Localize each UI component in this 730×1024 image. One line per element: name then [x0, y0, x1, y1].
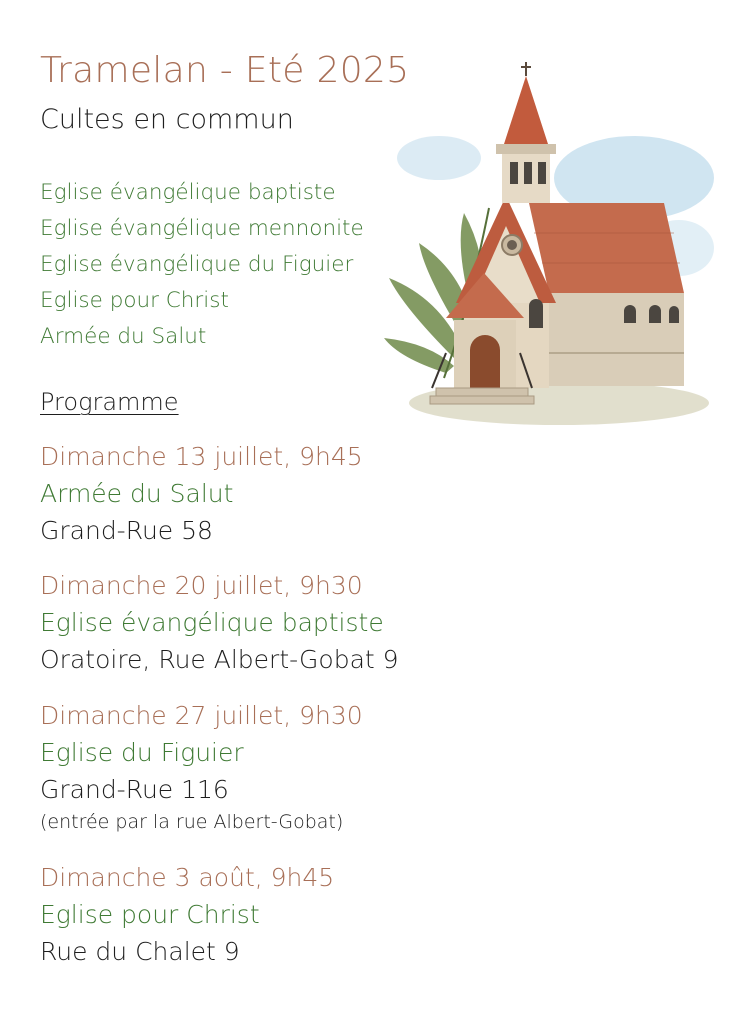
church-watercolor-icon	[384, 58, 714, 430]
event-address: Grand-Rue 58	[40, 516, 213, 545]
page-title: Tramelan - Eté 2025	[40, 50, 410, 91]
church-list-item: Eglise évangélique mennonite	[40, 216, 364, 241]
church-list-item: Armée du Salut	[40, 324, 207, 349]
event-address: Oratoire, Rue Albert-Gobat 9	[40, 645, 399, 674]
church-list	[40, 175, 364, 355]
event-organizer: Armée du Salut	[40, 479, 234, 508]
event-block	[40, 438, 363, 549]
event-address: Rue du Chalet 9	[40, 937, 240, 966]
event-block	[40, 697, 363, 836]
event-note: (entrée par la rue Albert-Gobat)	[40, 811, 344, 833]
event-address: Grand-Rue 116	[40, 775, 229, 804]
event-date: Dimanche 3 août, 9h45	[40, 863, 335, 892]
event-organizer: Eglise évangélique baptiste	[40, 608, 384, 637]
event-block	[40, 859, 334, 970]
programme-heading: Programme	[40, 388, 179, 416]
event-date: Dimanche 20 juillet, 9h30	[40, 571, 363, 600]
event-block	[40, 567, 399, 678]
church-list-item: Eglise pour Christ	[40, 288, 229, 313]
event-organizer: Eglise du Figuier	[40, 738, 244, 767]
event-organizer: Eglise pour Christ	[40, 900, 260, 929]
church-list-item: Eglise évangélique du Figuier	[40, 252, 354, 277]
church-list-item: Eglise évangélique baptiste	[40, 180, 336, 205]
page-subtitle: Cultes en commun	[40, 104, 294, 135]
event-date: Dimanche 27 juillet, 9h30	[40, 701, 363, 730]
event-date: Dimanche 13 juillet, 9h45	[40, 442, 363, 471]
